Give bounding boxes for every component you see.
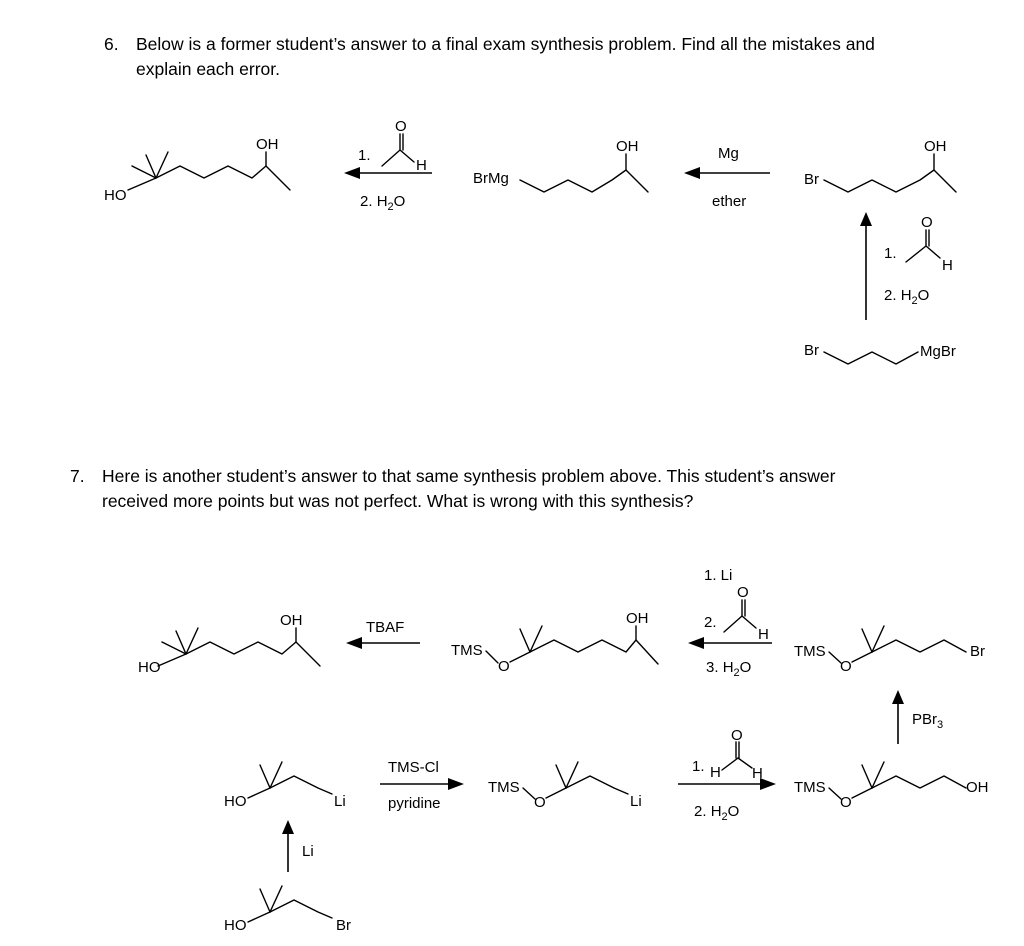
q7-tms-alcohol-o-label: O [498,658,510,675]
q7-target-diol [138,612,320,676]
q6-starting-grignard [804,342,956,364]
q7-tms-organolithium [488,762,642,811]
q7-arrow-pbr3 [892,690,943,744]
q6-bromo-br-label: Br [804,171,819,188]
q6-brmg-label: BrMg [473,170,509,187]
q7-tms-primary-tms-label: TMS [794,779,826,796]
q7-hydroxy-li-li-label: Li [334,793,346,810]
q6-reagent-1-o: O [395,118,407,135]
q7-reagent-li-o: O [737,584,749,601]
q7-reagent-li-step: 1. Li [704,567,733,584]
q7-reagent-tbaf: TBAF [366,619,405,636]
question-6-text-line1: Below is a former student’s answer to a final exam synthesis problem. Find all the mistakes and [136,34,875,54]
q6-reagent-3 [884,214,953,307]
q7-bromo-ho-label: HO [224,917,247,934]
q7-reagent-formaldehyde-h2: H [752,765,763,782]
q7-tms-alcohol-tms-label: TMS [451,642,483,659]
q6-reagent-3-h: H [942,257,953,274]
q7-hydroxy-organolithium [224,762,346,810]
q7-reagent-formaldehyde-water: 2. $H_2O$ [694,803,740,823]
q6-grignard-intermediate [473,138,648,192]
q6-start-br-label: Br [804,342,819,359]
question-6-number: 6. [104,34,119,54]
q6-reagent-1-step: 1. [358,147,371,164]
q7-tms-bromide-br-label: Br [970,643,985,660]
q7-target-ho-label: HO [138,659,161,676]
q7-reagent-li-water: 3. $H_2O$ [706,659,752,679]
q7-bromo-br-label: Br [336,917,351,934]
q6-start-mgbr-label: MgBr [920,343,956,360]
q7-tms-primary-oh-label: OH [966,779,989,796]
q7-reagent-li-vertical: Li [302,843,314,860]
q6-reagent-ether: ether [712,193,747,210]
q7-reagent-tmscl: TMS-Cl [388,759,439,776]
q6-reagent-3-step: 1. [884,245,897,262]
q7-tms-li-tms-label: TMS [488,779,520,796]
q7-tms-alcohol [451,610,658,675]
q7-reagent-formaldehyde-h1: H [710,764,721,781]
q7-target-oh-label: OH [280,612,303,629]
q7-arrow-tbaf [346,619,420,649]
q6-bromo-oh-label: OH [924,138,947,155]
q7-tms-primary-o-label: O [840,794,852,811]
q7-tms-bromide-o-label: O [840,658,852,675]
q7-tms-bromide-tms-label: TMS [794,643,826,660]
q7-reagent-formaldehyde-o: O [731,727,743,744]
q6-reagent-1-water: 2. $H_2O$ [360,193,406,213]
q7-reagent-formaldehyde-step: 1. [692,758,705,775]
q7-tms-alcohol-oh-label: OH [626,610,649,627]
q7-arrow-li-vertical [282,820,314,872]
q6-bromo-alcohol [804,138,956,192]
q6-reagent-3-o: O [921,214,933,231]
q7-reagent-li-step2: 2. [704,614,717,631]
q7-reagent-formaldehyde [692,727,763,823]
q6-intermediate-oh-label: OH [616,138,639,155]
q6-reagent-3-water: 2. $H_2O$ [884,287,930,307]
q7-hydroxy-li-ho-label: HO [224,793,247,810]
q7-tms-primary-alcohol [794,762,989,811]
q6-arrow-2 [684,145,770,210]
question-7-text-line2: received more points but was not perfect. What is wrong with this synthesis? [102,491,694,511]
q6-reagent-1 [358,118,427,213]
q7-reagent-pyridine: pyridine [388,795,441,812]
q7-arrow-tmscl [380,759,464,812]
q7-tms-bromide [794,626,985,675]
q6-arrow-3 [860,212,872,320]
question-7-text-line1: Here is another student’s answer to that same synthesis problem above. This student’s answer [102,466,836,486]
q6-target-diol [104,136,290,204]
q7-reagent-pbr3: PBr$_3$ [912,711,944,731]
question-6-text-line2: explain each error. [136,59,280,79]
q7-tms-li-o-label: O [534,794,546,811]
q7-bromo-alcohol [224,886,351,934]
q7-tms-li-li-label: Li [630,793,642,810]
q7-reagent-li [704,567,769,679]
q7-reagent-li-h: H [758,626,769,643]
q6-reagent-mg: Mg [718,145,739,162]
question-7-number: 7. [70,466,85,486]
q6-reagent-1-h: H [416,157,427,174]
q6-target-ho-label: HO [104,187,127,204]
q6-target-oh-label: OH [256,136,279,153]
